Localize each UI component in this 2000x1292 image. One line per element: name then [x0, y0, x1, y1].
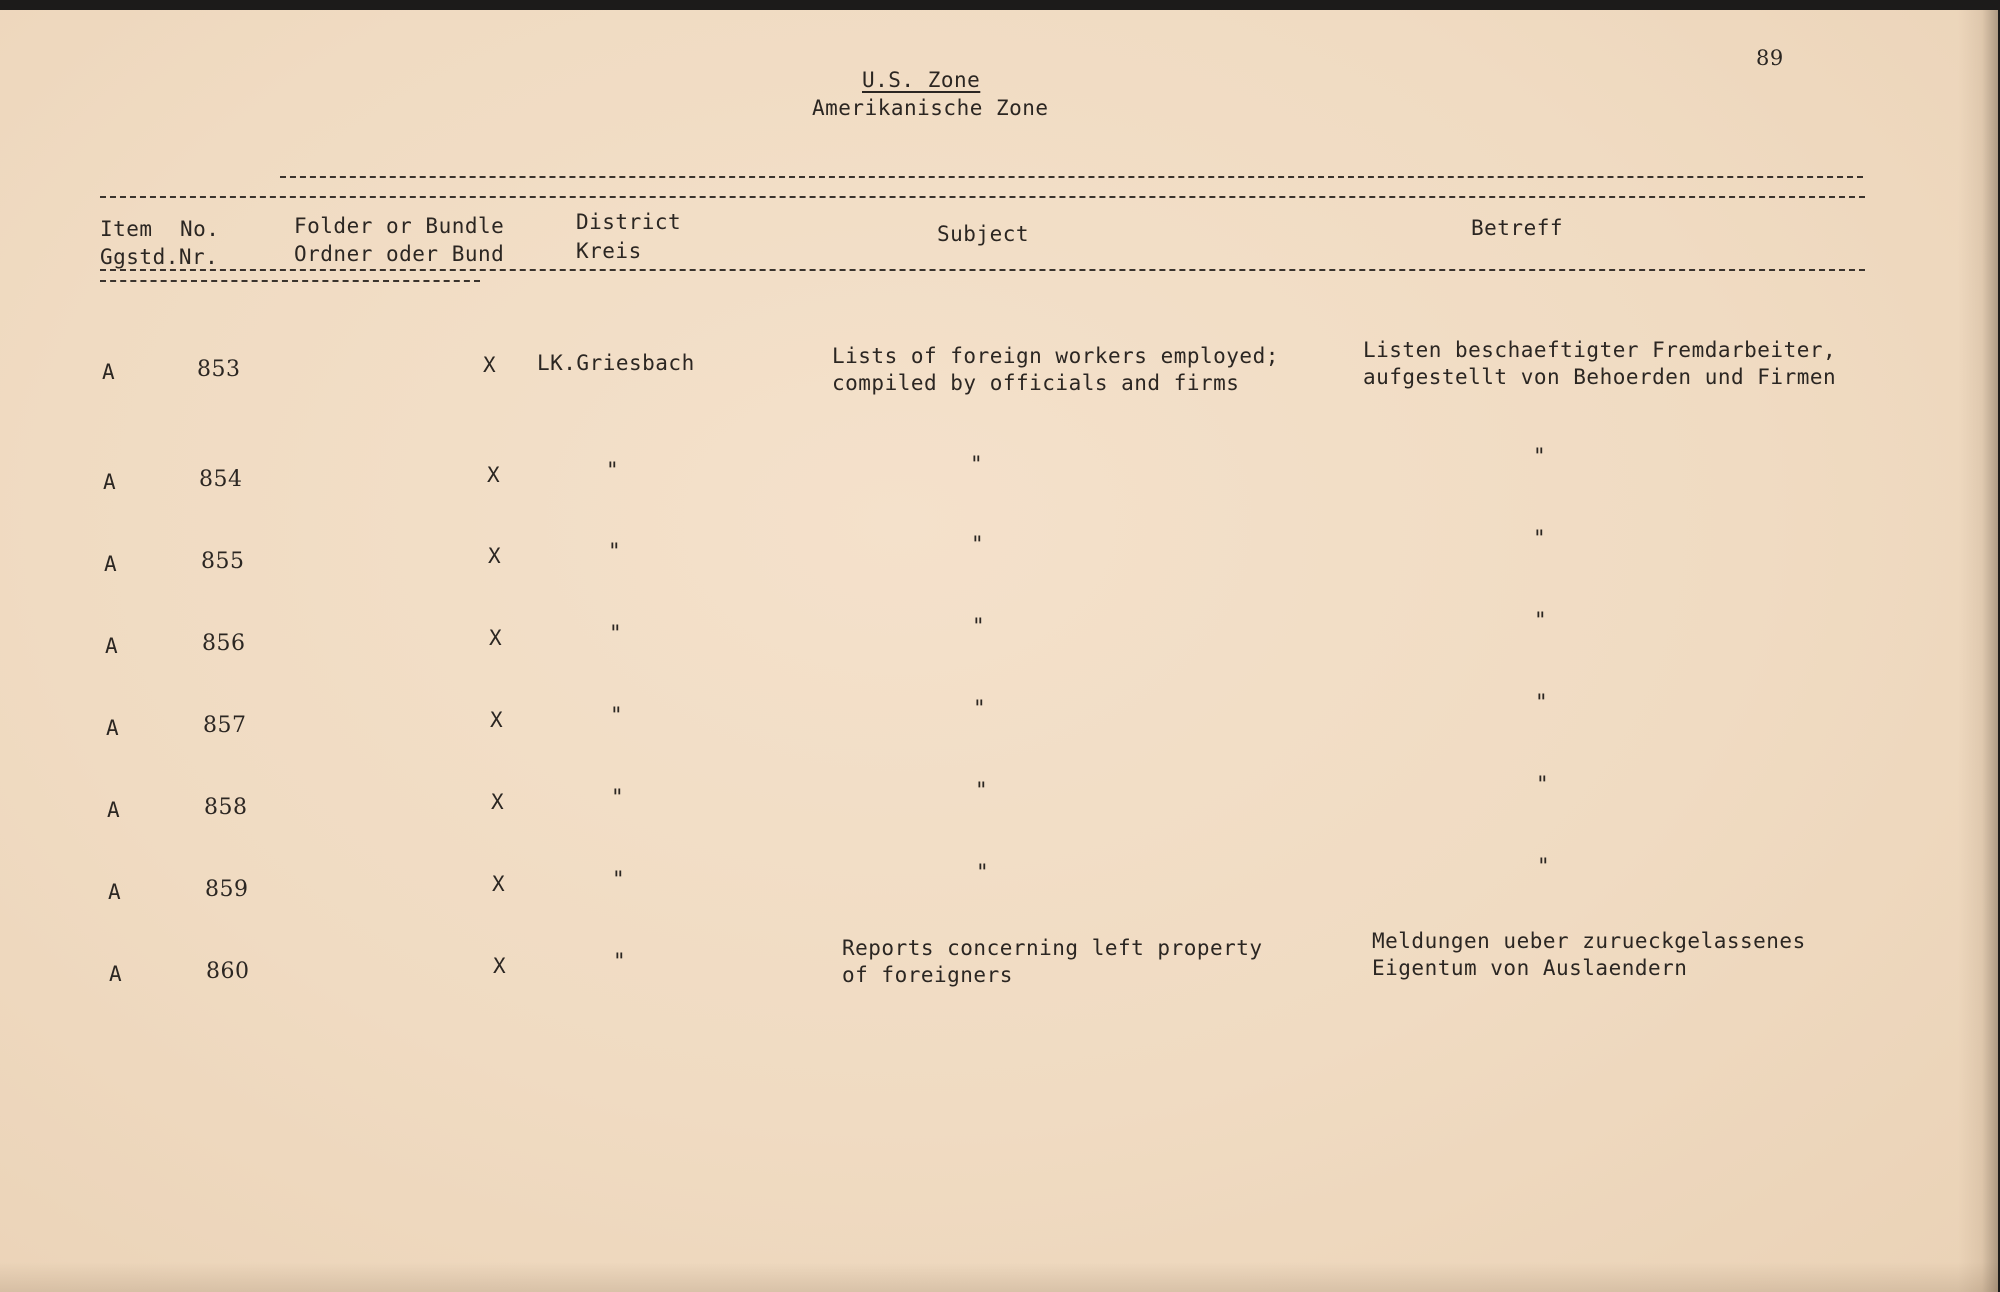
- row-folder-mark: X: [491, 790, 505, 814]
- row-item: A: [106, 716, 120, 740]
- row-subject-line1: ": [971, 532, 985, 556]
- row-folder-mark: X: [488, 544, 502, 568]
- row-subject-line1: ": [973, 696, 987, 720]
- row-folder-mark: X: [492, 872, 506, 896]
- row-subject-line1: ": [972, 614, 986, 638]
- row-district: LK.Griesbach: [537, 351, 695, 375]
- row-item: A: [103, 470, 117, 494]
- page-subtitle: Amerikanische Zone: [812, 96, 1049, 120]
- row-number: 854: [199, 467, 243, 492]
- row-folder-mark: X: [493, 954, 507, 978]
- page-bottom-shadow: [0, 1262, 1998, 1292]
- header-district-de: Kreis: [576, 239, 642, 263]
- row-betreff-line1: ": [1533, 526, 1547, 550]
- row-betreff-line1: Meldungen ueber zurueckgelassenes: [1372, 929, 1806, 953]
- row-subject-line2: of foreigners: [842, 963, 1013, 987]
- header-district-en: District: [576, 210, 682, 234]
- row-folder-mark: X: [490, 708, 504, 732]
- header-folder-de: Ordner oder Bund: [294, 242, 505, 266]
- row-betreff-line1: ": [1535, 690, 1549, 714]
- row-number: 855: [201, 549, 245, 574]
- row-item: A: [105, 634, 119, 658]
- row-subject-line1: ": [976, 860, 990, 884]
- row-district: ": [612, 867, 626, 891]
- row-betreff-line2: aufgestellt von Behoerden und Firmen: [1363, 365, 1837, 389]
- page-title: U.S. Zone: [862, 68, 981, 92]
- header-betreff: Betreff: [1471, 216, 1564, 240]
- row-betreff-line1: Listen beschaeftigter Fremdarbeiter,: [1363, 338, 1837, 362]
- document-page: [0, 10, 1998, 1292]
- row-betreff-line2: Eigentum von Auslaendern: [1372, 956, 1688, 980]
- row-number: 858: [204, 795, 248, 820]
- row-district: ": [611, 785, 625, 809]
- row-folder-mark: X: [483, 353, 497, 377]
- header-no-en: No.: [180, 217, 220, 241]
- row-subject-line1: Lists of foreign workers employed;: [832, 344, 1279, 368]
- row-item: A: [109, 962, 123, 986]
- row-number: 860: [206, 959, 250, 984]
- row-number: 859: [205, 877, 249, 902]
- header-item-de: Ggstd.Nr.: [100, 245, 219, 269]
- page-edge-shadow: [1958, 10, 1998, 1292]
- row-district: ": [608, 539, 622, 563]
- row-item: A: [104, 552, 118, 576]
- row-folder-mark: X: [487, 463, 501, 487]
- header-folder-en: Folder or Bundle: [294, 214, 505, 238]
- row-betreff-line1: ": [1534, 608, 1548, 632]
- row-district: ": [610, 703, 624, 727]
- row-item: A: [102, 360, 116, 384]
- row-number: 853: [197, 357, 241, 382]
- row-district: ": [609, 621, 623, 645]
- row-number: 856: [202, 631, 246, 656]
- row-betreff-line1: ": [1537, 854, 1551, 878]
- header-bottom-rule: [100, 269, 1865, 271]
- row-betreff-line1: ": [1533, 444, 1547, 468]
- row-subject-line1: Reports concerning left property: [842, 936, 1263, 960]
- header-item-en: Item: [100, 217, 153, 241]
- row-betreff-line1: ": [1536, 772, 1550, 796]
- row-subject-line1: ": [975, 778, 989, 802]
- header-subject: Subject: [937, 222, 1030, 246]
- row-district: ": [606, 458, 620, 482]
- row-subject-line2: compiled by officials and firms: [832, 371, 1240, 395]
- row-item: A: [107, 798, 121, 822]
- header-top-rule: [100, 196, 1865, 198]
- row-district: ": [613, 949, 627, 973]
- row-subject-line1: ": [970, 452, 984, 476]
- row-item: A: [108, 880, 122, 904]
- row-folder-mark: X: [489, 626, 503, 650]
- row-number: 857: [203, 713, 247, 738]
- page-number: 89: [1756, 46, 1784, 70]
- header-top-rule-upper: [280, 176, 1863, 178]
- header-bottom-rule-lower: [100, 280, 480, 282]
